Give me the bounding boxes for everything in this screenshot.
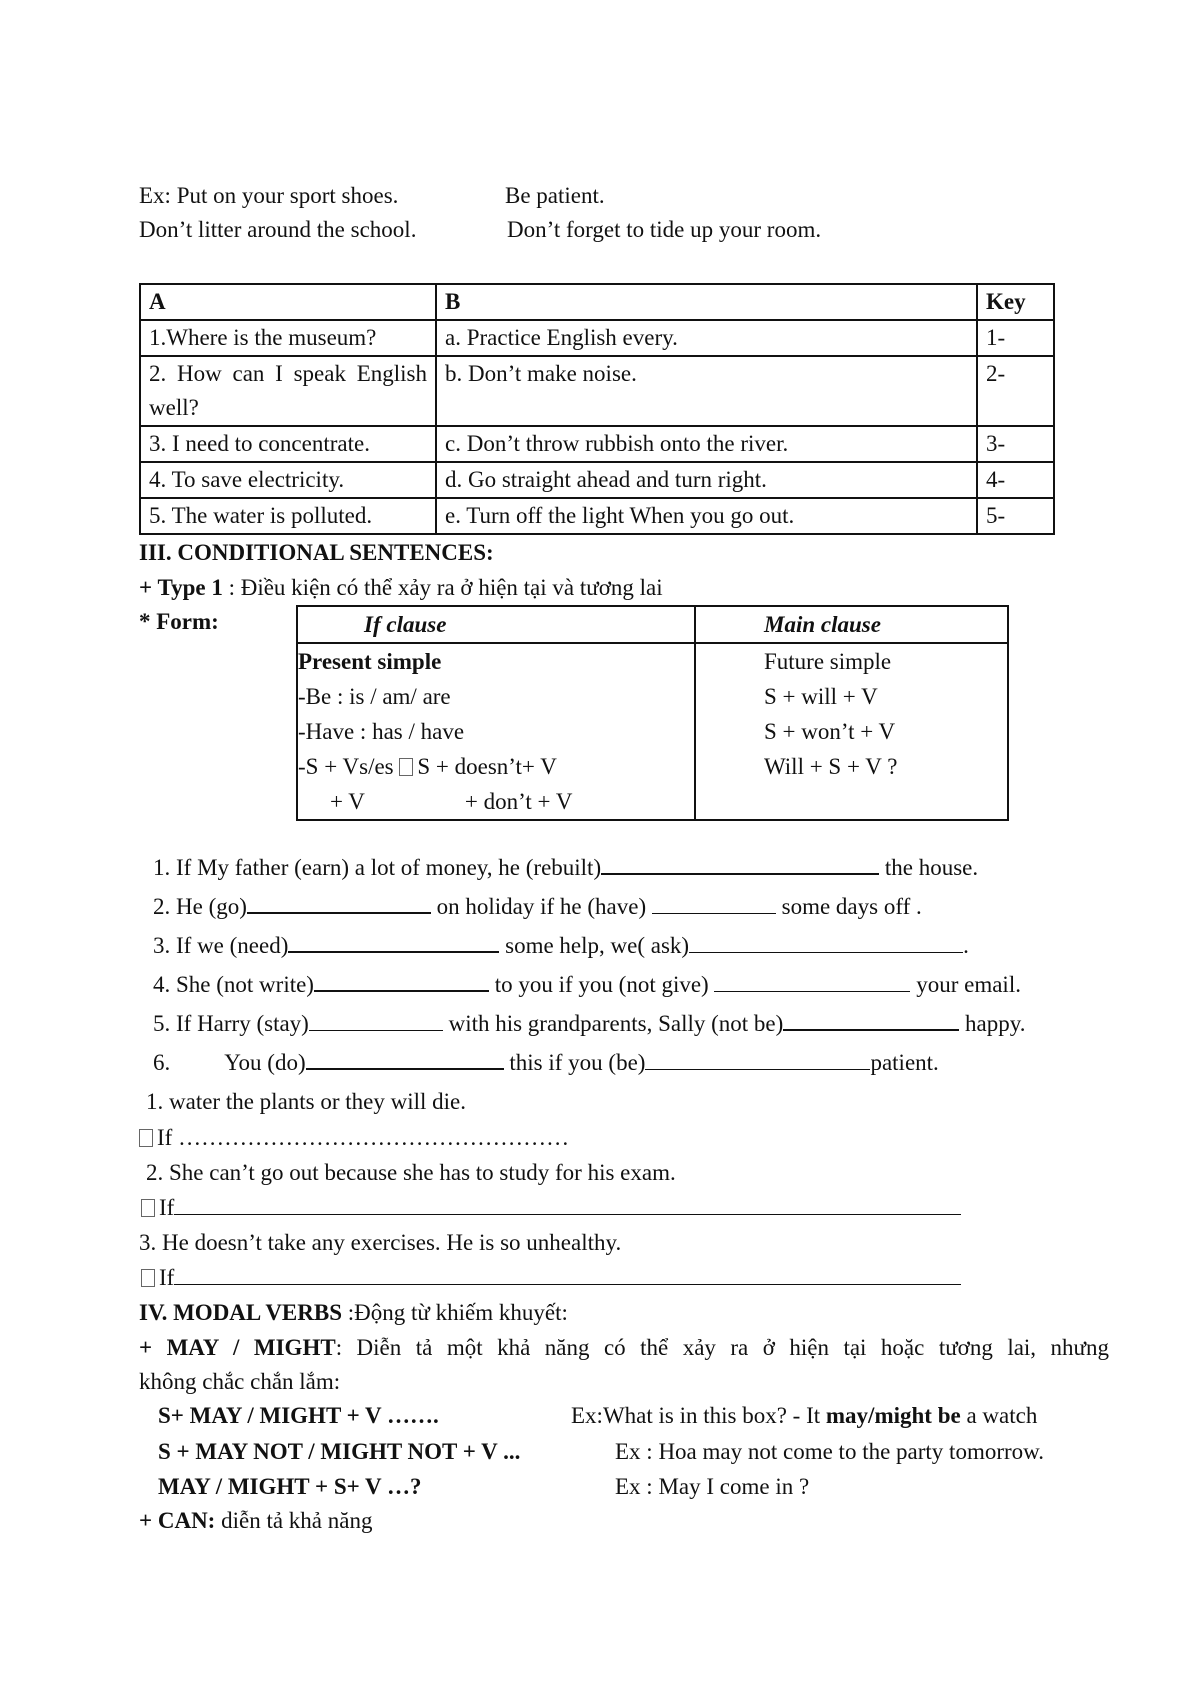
if-clause-header: If clause [297, 606, 695, 643]
rewrite-sentence-1: 1. water the plants or they will die. [146, 1089, 467, 1114]
answer-blank[interactable] [306, 1048, 504, 1070]
exercise-item-6: 6. You (do) this if you (be) patient. [153, 1050, 939, 1075]
cell-b: b. Don’t make noise. [436, 356, 977, 426]
table-row [140, 320, 1054, 356]
answer-blank[interactable] [247, 892, 431, 914]
type1-line [139, 572, 663, 604]
modal-form-3: MAY / MIGHT + S+ V …? [158, 1474, 422, 1499]
modal-example-2: Ex : Hoa may not come to the party tomorrow. [615, 1439, 1045, 1464]
answer-blank[interactable] [689, 932, 963, 953]
table-header-row [140, 284, 1054, 320]
conditional-form-table [296, 605, 1009, 821]
if-line: + V + don’t + V [330, 789, 573, 814]
cond-body-row [297, 643, 1008, 820]
cell-b: a. Practice English every. [436, 320, 977, 356]
may-might-line-1: + MAY / MIGHT: Diễn tả một khả năng có thể xảy ra ở hiện tại hoặc tương lai, nhưng [139, 1335, 1110, 1360]
table-row [140, 426, 1054, 462]
main-line: S + won’t + V [764, 719, 896, 744]
rewrite-sentence-3: 3. He doesn’t take any exercises. He is so unhealthy. [139, 1230, 622, 1255]
cell-key: 1- [977, 320, 1054, 356]
exercise-item-4: 4. She (not write) to you if you (not give) your email. [153, 972, 1021, 997]
rewrite-sentence-2: 2. She can’t go out because she has to study for his exam. [146, 1160, 676, 1185]
example-line-1b: Be patient. [505, 183, 605, 208]
table-row [140, 498, 1054, 534]
cell-key: 4- [977, 462, 1054, 498]
table-row [140, 356, 1054, 426]
cell-a: 2. How can I speak English well? [140, 356, 436, 426]
table-row [140, 462, 1054, 498]
if-line: -Have : has / have [298, 719, 465, 744]
header-key: Key [977, 284, 1054, 320]
answer-blank[interactable] [601, 853, 879, 875]
section-heading-conditional: III. CONDITIONAL SENTENCES: [139, 540, 494, 565]
example-line-2: Don’t litter around the school. [139, 217, 417, 242]
matching-table [139, 283, 1055, 535]
answer-blank[interactable] [645, 1049, 870, 1070]
if-line: -S + Vs/es S + doesn’t+ V [298, 754, 557, 779]
if-line: Present simple [298, 649, 442, 674]
main-clause-body [695, 643, 1008, 820]
main-clause-header: Main clause [695, 606, 1008, 643]
cell-a: 5. The water is polluted. [140, 498, 436, 534]
arrow-placeholder-icon [141, 1269, 155, 1287]
main-line: Future simple [764, 649, 892, 674]
arrow-placeholder-icon [399, 758, 413, 776]
example-line-2b: Don’t forget to tide up your room. [507, 217, 822, 242]
rewrite-answer-1: If …………………………………………… [139, 1122, 569, 1154]
exercise-item-3: 3. If we (need) some help, we( ask) . [153, 933, 969, 958]
answer-blank[interactable] [783, 1009, 959, 1031]
answer-blank[interactable] [652, 893, 776, 914]
if-clause-body [297, 643, 695, 820]
cell-key: 2- [977, 356, 1054, 426]
if-line: -Be : is / am/ are [298, 684, 451, 709]
main-line: Will + S + V ? [764, 754, 898, 779]
cell-a: 4. To save electricity. [140, 462, 436, 498]
main-line: S + will + V [764, 684, 878, 709]
arrow-placeholder-icon [139, 1129, 153, 1147]
modal-example-1: Ex:What is in this box? - It may/might be a watch [571, 1403, 1038, 1428]
answer-blank[interactable] [174, 1194, 961, 1215]
cell-key: 3- [977, 426, 1054, 462]
answer-blank[interactable] [309, 1010, 443, 1031]
exercise-item-5: 5. If Harry (stay) with his grandparents, Sally (not be) happy. [153, 1011, 1026, 1036]
answer-blank[interactable] [174, 1264, 961, 1285]
modal-example-3: Ex : May I come in ? [615, 1474, 810, 1499]
can-line: + CAN: diễn tả khả năng [139, 1508, 373, 1533]
arrow-placeholder-icon [141, 1199, 155, 1217]
answer-blank[interactable] [714, 971, 910, 992]
cell-a: 1.Where is the museum? [140, 320, 436, 356]
cell-b: c. Don’t throw rubbish onto the river. [436, 426, 977, 462]
cell-a: 3. I need to concentrate. [140, 426, 436, 462]
header-b: B [436, 284, 977, 320]
rewrite-answer-3: If [141, 1262, 961, 1294]
cond-header-row [297, 606, 1008, 643]
type1-label: + Type 1 [139, 575, 223, 600]
cell-b: e. Turn off the light When you go out. [436, 498, 977, 534]
answer-blank[interactable] [314, 970, 489, 992]
header-a: A [140, 284, 436, 320]
section-heading-modal: IV. MODAL VERBS [139, 1300, 343, 1325]
example-line-1: Ex: Put on your sport shoes. [139, 183, 399, 208]
modal-form-1: S+ MAY / MIGHT + V ……. [158, 1403, 439, 1428]
modal-form-2: S + MAY NOT / MIGHT NOT + V ... [158, 1439, 521, 1464]
exercise-item-2: 2. He (go) on holiday if he (have) some days off . [153, 894, 922, 919]
may-might-line-2: không chắc chắn lắm: [139, 1369, 341, 1394]
answer-blank[interactable] [288, 931, 499, 953]
form-label: * Form: [139, 609, 219, 634]
cell-b: d. Go straight ahead and turn right. [436, 462, 977, 498]
rewrite-answer-2: If [141, 1192, 961, 1224]
cell-key: 5- [977, 498, 1054, 534]
type1-description: : Điều kiện có thể xảy ra ở hiện tại và tương lai [222, 575, 663, 600]
exercise-item-1: 1. If My father (earn) a lot of money, he (rebuilt) the house. [153, 855, 979, 880]
modal-heading-line: IV. MODAL VERBS :Động từ khiếm khuyết: [139, 1300, 568, 1325]
